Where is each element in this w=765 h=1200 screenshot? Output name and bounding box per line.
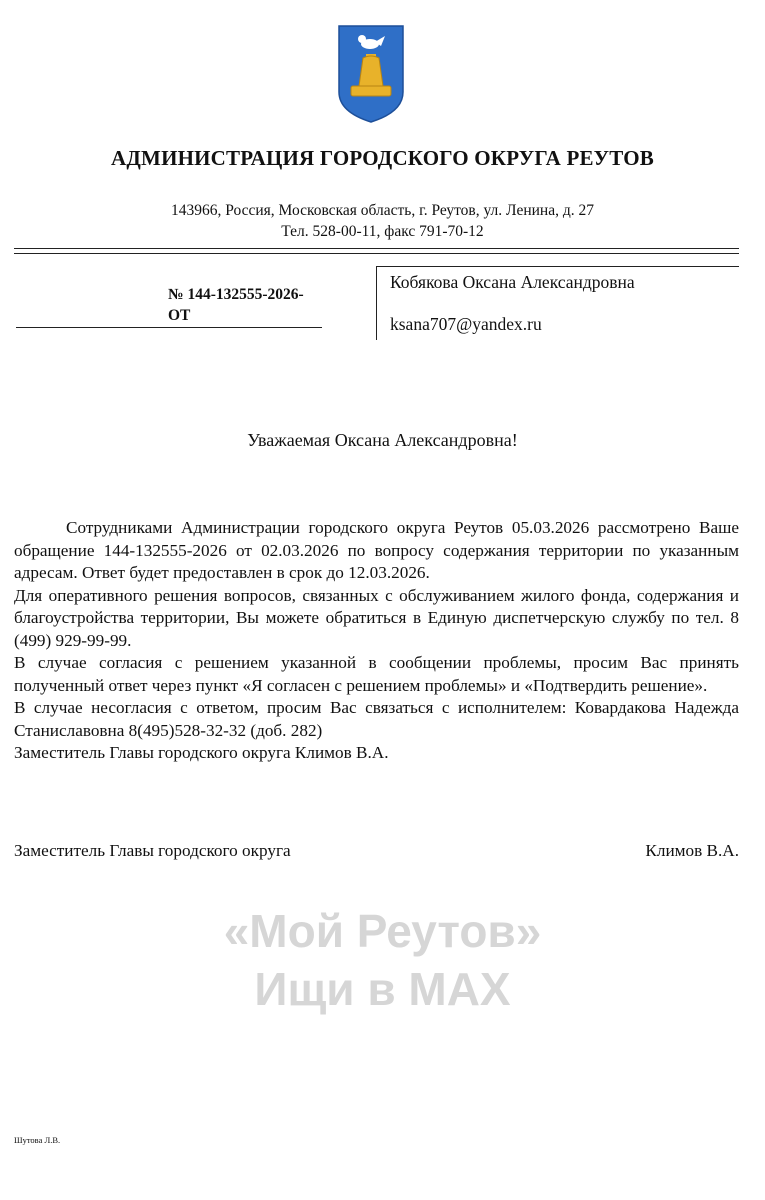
organization-address: 143966, Россия, Московская область, г. Реутов, ул. Ленина, д. 27 bbox=[171, 202, 594, 219]
signature-position: Заместитель Главы городского округа bbox=[14, 841, 291, 860]
recipient-name: Кобякова Оксана Александровна bbox=[390, 272, 635, 292]
document-date-underline bbox=[16, 327, 322, 328]
body-paragraph: Сотрудниками Администрации городского округа Реутов 05.03.2026 рассмотрено Ваше обращение 144-132555-2026 от 02.03.2026 по вопросу содержания территории по указанным адресам. Ответ будет предоставлен в срок до 12.03.2026. bbox=[14, 518, 739, 582]
organization-address-block bbox=[0, 200, 765, 242]
document-number-block bbox=[168, 284, 304, 326]
greeting: Уважаемая Оксана Александровна! bbox=[247, 430, 518, 450]
signature-name: Климов В.А. bbox=[645, 841, 739, 860]
recipient-email: ksana707@yandex.ru bbox=[390, 314, 542, 334]
watermark-line-2: Ищи в MAX bbox=[254, 963, 511, 1015]
body-paragraph: В случае согласия с решением указанной в сообщении проблемы, просим Вас принять полученный ответ через пункт «Я согласен с решением проблемы» и «Подтвердить решение». bbox=[14, 653, 739, 695]
body-paragraph: В случае несогласия с ответом, просим Вас связаться с исполнителем: Ковардакова Надежда Станиславовна 8(495)528-32-32 (доб. 282) bbox=[14, 698, 739, 740]
organization-contacts: Тел. 528-00-11, факс 791-70-12 bbox=[281, 223, 484, 240]
body-paragraph: Заместитель Главы городского округа Климов В.А. bbox=[14, 743, 389, 762]
body-paragraph: Для оперативного решения вопросов, связанных с обслуживанием жилого фонда, содержания и благоустройства территории, Вы можете обратиться в Единую диспетчерскую службу по тел. 8 (499) 929-99-99. bbox=[14, 585, 739, 650]
watermark-line-1: «Мой Реутов» bbox=[223, 905, 542, 957]
document-date-label: ОТ bbox=[168, 307, 191, 324]
watermark bbox=[0, 902, 765, 1018]
recipient-bracket-vertical bbox=[376, 266, 377, 340]
executor-name: Шутова Л.В. bbox=[14, 1135, 61, 1145]
document-number: № 144-132555-2026- bbox=[168, 286, 304, 303]
recipient-bracket-horizontal bbox=[376, 266, 739, 267]
header-divider-top bbox=[14, 248, 739, 249]
header-divider-bottom bbox=[14, 253, 739, 254]
reutov-coat-of-arms-icon bbox=[337, 24, 405, 124]
letter-body bbox=[14, 517, 739, 765]
organization-title: АДМИНИСТРАЦИЯ ГОРОДСКОГО ОКРУГА РЕУТОВ bbox=[111, 146, 654, 170]
